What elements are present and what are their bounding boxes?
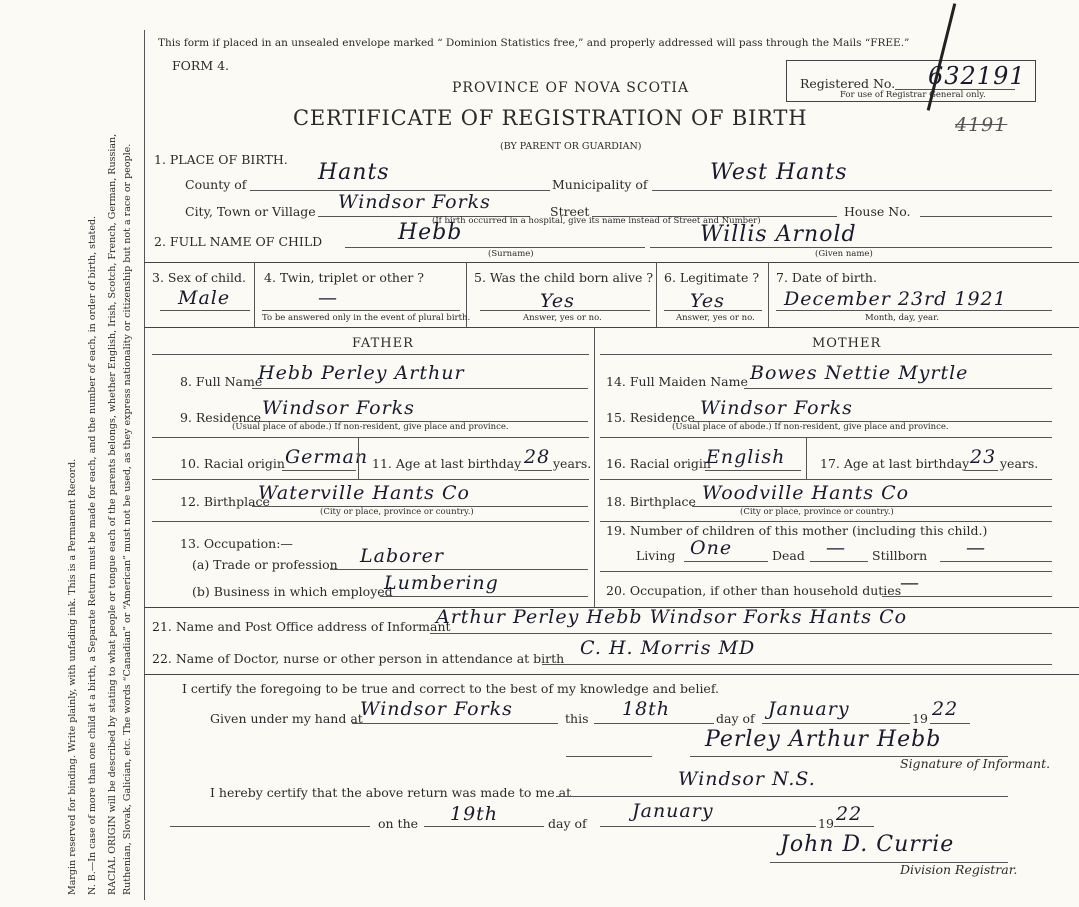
informant-signature-label: Signature of Informant. <box>900 756 1051 771</box>
dead-label: Dead <box>772 548 805 563</box>
mother-name-value: Bowes Nettie Myrtle <box>750 362 969 384</box>
mother-residence-label: 15. Residence <box>606 410 695 425</box>
mother-race-value: English <box>706 446 786 468</box>
given-day-of-label: day of <box>716 711 755 726</box>
father-residence-note: (Usual place of abode.) If non-resident, give place and province. <box>232 422 509 432</box>
twin-note: To be answered only in the event of plural birth. <box>262 313 471 323</box>
mother-occupation-label: 20. Occupation, if other than household duties <box>606 583 902 598</box>
father-birthplace-label: 12. Birthplace <box>180 494 270 509</box>
dob-value: December 23rd 1921 <box>784 288 1007 310</box>
registered-label: Registered No. <box>800 76 896 91</box>
child-name-label: 2. FULL NAME OF CHILD <box>154 234 323 249</box>
city-label: City, Town or Village <box>185 204 316 219</box>
county-value: Hants <box>318 160 390 185</box>
registrar-signature: John D. Currie <box>780 832 955 857</box>
county-label: County of <box>185 177 247 192</box>
father-age-label: 11. Age at last birthday <box>372 456 522 471</box>
father-residence-label: 9. Residence <box>180 410 261 425</box>
informant-label: 21. Name and Post Office address of Informant <box>152 619 451 634</box>
registrar-day-of-label: day of <box>548 816 587 831</box>
alive-value: Yes <box>540 290 575 312</box>
mother-name-label: 14. Full Maiden Name <box>606 374 748 389</box>
registered-number: 632191 <box>928 62 1026 90</box>
trade-label: (a) Trade or profession <box>192 557 338 572</box>
legitimate-value: Yes <box>690 290 725 312</box>
given-place-value: Windsor Forks <box>360 698 513 720</box>
given-month-value: January <box>768 698 850 720</box>
dead-value: — <box>826 537 846 559</box>
this-label: this <box>565 711 589 726</box>
registrar-year-prefix: 19 <box>818 816 834 831</box>
certify-statement: I certify the foregoing to be true and correct to the best of my knowledge and belief. <box>182 681 719 696</box>
given-under-label: Given under my hand at <box>210 711 363 726</box>
street-label: Street <box>550 204 590 219</box>
mother-age-value: 23 <box>970 446 997 468</box>
house-label: House No. <box>844 204 911 219</box>
form-number: FORM 4. <box>172 58 230 73</box>
legitimate-note: Answer, yes or no. <box>676 313 755 323</box>
registrar-signature-label: Division Registrar. <box>900 862 1018 877</box>
place-of-birth-label: 1. PLACE OF BIRTH. <box>154 152 288 167</box>
mother-years-label: years. <box>1000 456 1039 471</box>
business-label: (b) Business in which employed <box>192 584 393 599</box>
mother-residence-note: (Usual place of abode.) If non-resident, give place and province. <box>672 422 949 432</box>
municipality-value: West Hants <box>710 160 848 185</box>
sex-label: 3. Sex of child. <box>152 270 247 285</box>
father-heading: FATHER <box>352 336 414 351</box>
crossed-number: 4191 <box>955 114 1008 136</box>
father-age-value: 28 <box>524 446 551 468</box>
dob-note: Month, day, year. <box>865 313 939 323</box>
mother-children-label: 19. Number of children of this mother (including this child.) <box>606 523 988 538</box>
child-surname: Hebb <box>398 220 463 245</box>
registrar-month-value: January <box>632 800 714 822</box>
registrar-statement: I hereby certify that the above return was made to me at <box>210 785 572 800</box>
trade-value: Laborer <box>360 545 444 567</box>
city-value: Windsor Forks <box>338 191 491 213</box>
province-heading: PROVINCE OF NOVA SCOTIA <box>452 80 690 96</box>
certificate-title: CERTIFICATE OF REGISTRATION OF BIRTH <box>293 106 808 130</box>
given-name-caption: (Given name) <box>815 249 873 259</box>
dob-label: 7. Date of birth. <box>776 270 877 285</box>
father-years-label: years. <box>553 456 592 471</box>
registrar-year-value: 22 <box>836 803 863 825</box>
stillborn-label: Stillborn <box>872 548 928 563</box>
margin-note-3: RACIAL ORIGIN will be described by stating to what people or tongue each of the parents belongs, whether English, Irish, Scotch, French, German, Russian, <box>107 133 118 895</box>
father-birthplace-note: (City or place, province or country.) <box>320 507 474 517</box>
mother-residence-value: Windsor Forks <box>700 397 853 419</box>
stillborn-value: — <box>966 537 986 559</box>
mother-age-label: 17. Age at last birthday <box>820 456 970 471</box>
municipality-label: Municipality of <box>552 177 648 192</box>
living-value: One <box>690 537 733 559</box>
mother-birthplace-label: 18. Birthplace <box>606 494 696 509</box>
mother-birthplace-value: Woodville Hants Co <box>702 482 910 504</box>
given-day-value: 18th <box>622 698 671 720</box>
mother-occupation-value: — <box>900 572 920 594</box>
registrar-place-value: Windsor N.S. <box>678 768 816 790</box>
registrar-on-the-label: on the <box>378 816 419 831</box>
alive-note: Answer, yes or no. <box>523 313 602 323</box>
alive-label: 5. Was the child born alive ? <box>474 270 654 285</box>
mother-birthplace-note: (City or place, province or country.) <box>740 507 894 517</box>
father-name-value: Hebb Perley Arthur <box>258 362 465 384</box>
certificate-subtitle: (BY PARENT OR GUARDIAN) <box>500 141 642 152</box>
legitimate-label: 6. Legitimate ? <box>664 270 760 285</box>
father-name-label: 8. Full Name <box>180 374 263 389</box>
doctor-label: 22. Name of Doctor, nurse or other person in attendance at birth <box>152 651 565 666</box>
informant-value: Arthur Perley Hebb Windsor Forks Hants Co <box>436 606 908 628</box>
informant-signature: Perley Arthur Hebb <box>705 727 942 752</box>
twin-label: 4. Twin, triplet or other ? <box>264 270 424 285</box>
mail-notice: This form if placed in an unsealed envelope marked “ Dominion Statistics free,” and properly addressed will pass through the Mails “FREE.” <box>158 37 910 49</box>
father-race-label: 10. Racial origin <box>180 456 285 471</box>
twin-value: — <box>318 287 338 309</box>
margin-note-2: N. B.—In case of more than one child at a birth, a Separate Return must be made for each, and the number of each, in order of birth, stated. <box>87 215 98 895</box>
given-year-value: 22 <box>932 698 959 720</box>
margin-note-4: Ruthenian, Slovak, Galician, etc. The words “Canadian” or “American” must not be used, as they express nationality or citizenship but not a race or people. <box>122 143 133 895</box>
registrar-note: For use of Registrar General only. <box>840 90 986 100</box>
child-given-name: Willis Arnold <box>700 222 857 247</box>
doctor-value: C. H. Morris MD <box>580 637 756 659</box>
living-label: Living <box>636 548 676 563</box>
registrar-day-value: 19th <box>450 803 499 825</box>
sex-value: Male <box>178 287 231 309</box>
mother-heading: MOTHER <box>812 336 882 351</box>
hospital-note: (If birth occurred in a hospital, give its name instead of Street and Number) <box>432 216 761 226</box>
occupation-label: 13. Occupation:— <box>180 536 293 551</box>
surname-caption: (Surname) <box>488 249 534 259</box>
mother-race-label: 16. Racial origin <box>606 456 711 471</box>
father-race-value: German <box>285 446 369 468</box>
father-birthplace-value: Waterville Hants Co <box>258 482 470 504</box>
father-residence-value: Windsor Forks <box>262 397 415 419</box>
left-border <box>144 30 145 900</box>
given-year-prefix: 19 <box>912 711 928 726</box>
business-value: Lumbering <box>384 572 499 594</box>
margin-note-1: Margin reserved for binding. Write plainly, with unfading ink. This is a Permanent Record. <box>67 458 78 895</box>
